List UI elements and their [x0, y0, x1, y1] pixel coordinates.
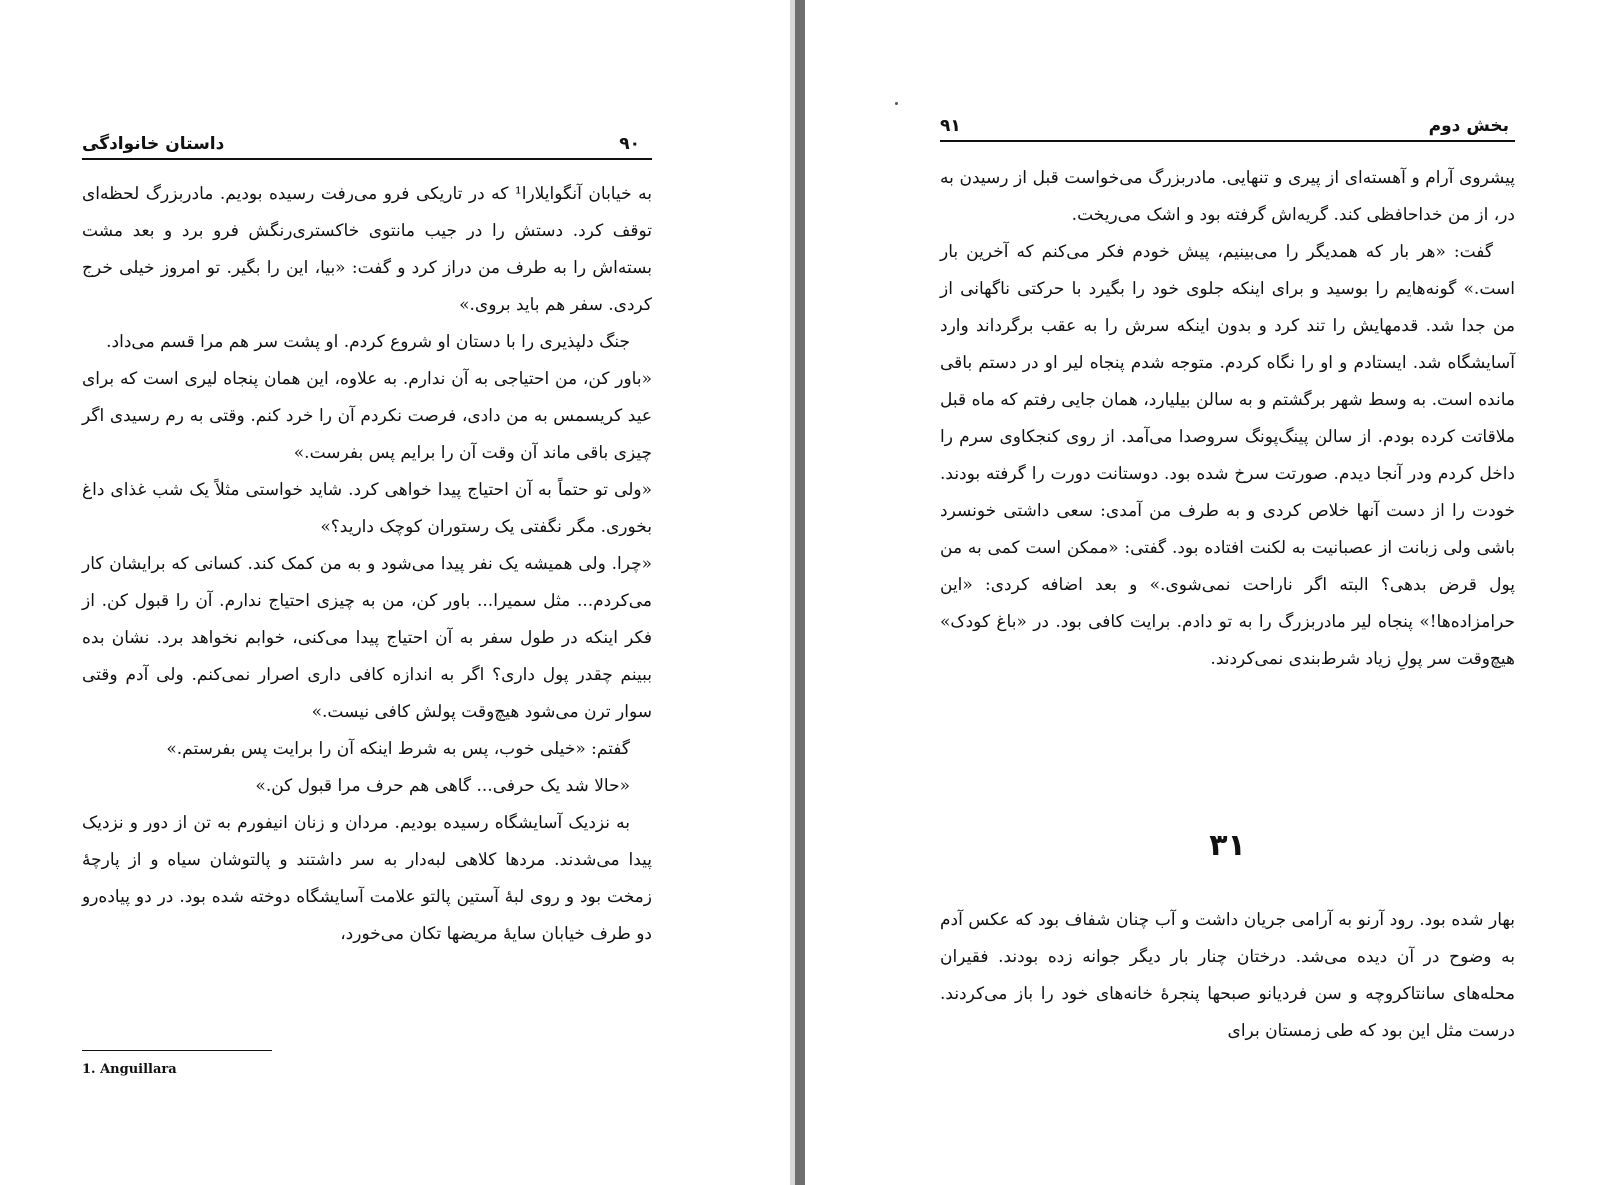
scan-speck [895, 102, 898, 105]
left-page [0, 0, 790, 1185]
page-number-left: ۹۰ [619, 134, 640, 154]
paragraph: «حالا شد یک حرفی... گاهی هم حرف مرا قبول کن.» [255, 776, 630, 796]
paragraph: به نزدیک آسایشگاه رسیده بودیم. مردان و زنان انیفورم به تن از دور و نزدیک پیدا می‌شدند. مردها کلاهی لبه‌دار به سر داشتند و پالتوشان سیاه و از پارچهٔ زمخت بود و روی لبهٔ آستین پالتو علامت آسایشگاه دوخته شده بود. در دو پیاده‌رو دو طرف خیابان سایهٔ مریضها تکان می‌خورد، [82, 813, 652, 944]
paragraph: گفتم: «خیلی خوب، پس به شرط اینکه آن را برایت پس بفرستم.» [166, 739, 630, 759]
paragraph: «ولی تو حتماً به آن احتیاج پیدا خواهی کرد. شاید خواستی مثلاً یک شب غذای داغ بخوری. مگر نگفتی یک رستوران کوچک دارید؟» [82, 480, 652, 537]
paragraph: به خیابان آنگوایلارا¹ که در تاریکی فرو می‌رفت رسیده بودیم. مادربزرگ لحظه‌ای توقف کرد. دستش را در جیب مانتوی خاکستری‌رنگش فرو برد و بعد مشت بسته‌اش را به طرف من دراز کرد و گفت: «بیا، این را بگیر. تو امروز خیلی خرج کردی. سفر هم باید بروی.» [82, 184, 652, 315]
chapter-number: ۳۱ [1209, 828, 1246, 863]
page-number-right: ۹۱ [940, 116, 961, 136]
paragraph: پیشروی آرام و آهسته‌ای از پیری و تنهایی. مادربزرگ می‌خواست قبل از رسیدن به در، از من خداحافظی کند. گریه‌اش گرفته بود و اشک می‌ریخت. [940, 168, 1515, 225]
running-head-left [82, 128, 652, 160]
running-head-right [940, 110, 1515, 142]
book-title: داستان خانوادگی [82, 134, 225, 154]
paragraph: جنگ دلپذیری را با دستان او شروع کردم. او پشت سر هم مرا قسم می‌داد. [106, 332, 630, 352]
footnote-rule [82, 1050, 272, 1051]
part-title: بخش دوم [1428, 116, 1509, 136]
paragraph: بهار شده بود. رود آرنو به آرامی جریان داشت و آب چنان شفاف بود که عکس آدم به وضوح در آن دیده می‌شد. درختان چنار بار دیگر جوانه زده بودند. فقیران محله‌های سانتاکروچه و سن فردیانو صبحها پنجرهٔ خانه‌های خود را باز می‌کردند. درست مثل این بود که طی زمستان برای [940, 910, 1515, 1041]
paragraph: «باور کن، من احتیاجی به آن ندارم. به علاوه، این همان پنجاه لیری است که برای عید کریسمس به من دادی، فرصت نکردم آن را خرد کنم. وقتی به رم رسیدی اگر چیزی باقی ماند آن وقت آن را برایم پس بفرست.» [82, 369, 652, 463]
right-body-text-bottom [940, 902, 1515, 1050]
footnote: 1. Anguillara [82, 1062, 177, 1077]
right-page [805, 0, 1606, 1185]
book-gutter [795, 0, 805, 1185]
right-body-text-top [940, 160, 1515, 678]
paragraph: گفت: «هر بار که همدیگر را می‌بینیم، پیش خودم فکر می‌کنم که آخرین بار است.» گونه‌هایم را بوسید و برای اینکه جلوی خود را بگیرد با حرکتی ناگهانی از من جدا شد. قدمهایش را تند کرد و بدون اینکه سرش را به عقب برگرداند وارد آسایشگاه شد. ایستادم و او را نگاه کردم. متوجه شدم پنجاه لیر او در دستم باقی مانده است. به وسط شهر برگشتم و به سالن بیلیارد، همان جایی رفتم که ماه قبل ملاقاتت کرده بودم. از سالن پینگ‌پونگ سروصدا می‌آمد. از روی کنجکاوی سرم را داخل کردم ودر آنجا دیدم. صورتت سرخ شده بود. دوستانت دورت را گرفته بودند. خودت را از دست آنها خلاص کردی و به طرف من آمدی: سعی داشتی خونسرد باشی ولی زبانت از عصبانیت به لکنت افتاده بود. گفتی: «ممکن است کمی به من پول قرض بدهی؟ البته اگر ناراحت نمی‌شوی.» و بعد اضافه کردی: «این حرامزاده‌ها!» پنجاه لیر مادربزرگ را به تو دادم. برایت کافی بود. در «باغ کودک» هیچ‌وقت سر پولِ زیاد شرط‌بندی نمی‌کردند. [940, 242, 1515, 669]
left-body-text [82, 176, 652, 953]
paragraph: «چرا. ولی همیشه یک نفر پیدا می‌شود و به من کمک کند. کسانی که برایشان کار می‌کردم... مثل سمیرا... باور کن، من به چیزی احتیاج ندارم. آن را قبول کن. از فکر اینکه در طول سفر به آن احتیاج پیدا می‌کنی، خوابم نخواهد برد. نشان بده ببینم چقدر پول داری؟ اگر به اندازه کافی داری اصرار نمی‌کنم. ولی آدم وقتی سوار ترن می‌شود هیچ‌وقت پولش کافی نیست.» [82, 554, 652, 722]
